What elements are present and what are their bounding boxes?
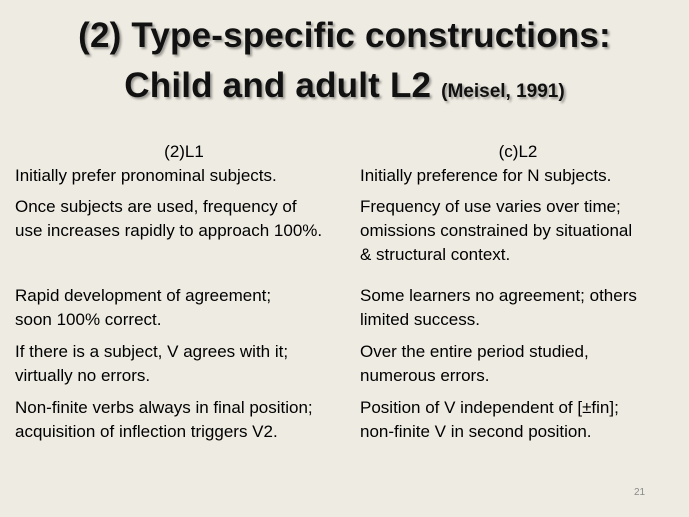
l1-text-line: If there is a subject, V agrees with it;: [15, 342, 289, 361]
l1-text-line: Initially prefer pronominal subjects.: [15, 166, 277, 185]
l2-text-line: limited success.: [360, 310, 480, 329]
column-header-l2: (c)L2: [498, 142, 538, 161]
l1-text-line: virtually no errors.: [15, 366, 151, 385]
slide-title-citation: (Meisel, 1991): [441, 81, 565, 102]
l2-cell: [360, 340, 589, 388]
slide-title-line-2: [0, 64, 689, 114]
l1-text-line: acquisition of inflection triggers V2.: [15, 422, 278, 441]
l1-text-line: Once subjects are used, frequency of: [15, 197, 297, 216]
l2-text-line: omissions constrained by situational: [360, 221, 633, 240]
l2-text-line: Frequency of use varies over time;: [360, 197, 621, 216]
l2-text-line: Over the entire period studied,: [360, 342, 589, 361]
l1-cell: [15, 195, 322, 243]
slide-number: 21: [634, 487, 646, 498]
l2-text-line: Some learners no agreement; others: [360, 286, 637, 305]
l1-text-line: Rapid development of agreement;: [15, 286, 272, 305]
l2-text-line: Initially preference for N subjects.: [360, 166, 612, 185]
l1-cell: [15, 340, 288, 388]
l1-cell: [15, 284, 271, 332]
l1-cell: [15, 164, 277, 188]
l1-text-line: Non-finite verbs always in final position;: [15, 398, 313, 417]
l1-cell: [15, 396, 313, 444]
l2-cell: [360, 195, 632, 267]
l2-cell: [360, 284, 637, 332]
l1-text-line: use increases rapidly to approach 100%.: [15, 221, 323, 240]
l2-cell: [360, 396, 619, 444]
l1-text-line: soon 100% correct.: [15, 310, 162, 329]
column-header-l1: (2)L1: [164, 142, 204, 161]
slide-title-line-1: (2) Type-specific constructions:: [78, 16, 611, 55]
l2-text-line: Position of V independent of [±fin];: [360, 398, 619, 417]
l2-text-line: numerous errors.: [360, 366, 490, 385]
l2-text-line: non-finite V in second position.: [360, 422, 592, 441]
l2-cell: [360, 164, 611, 188]
slide-title-main: Child and adult L2: [124, 66, 432, 105]
l2-text-line: & structural context.: [360, 245, 511, 264]
